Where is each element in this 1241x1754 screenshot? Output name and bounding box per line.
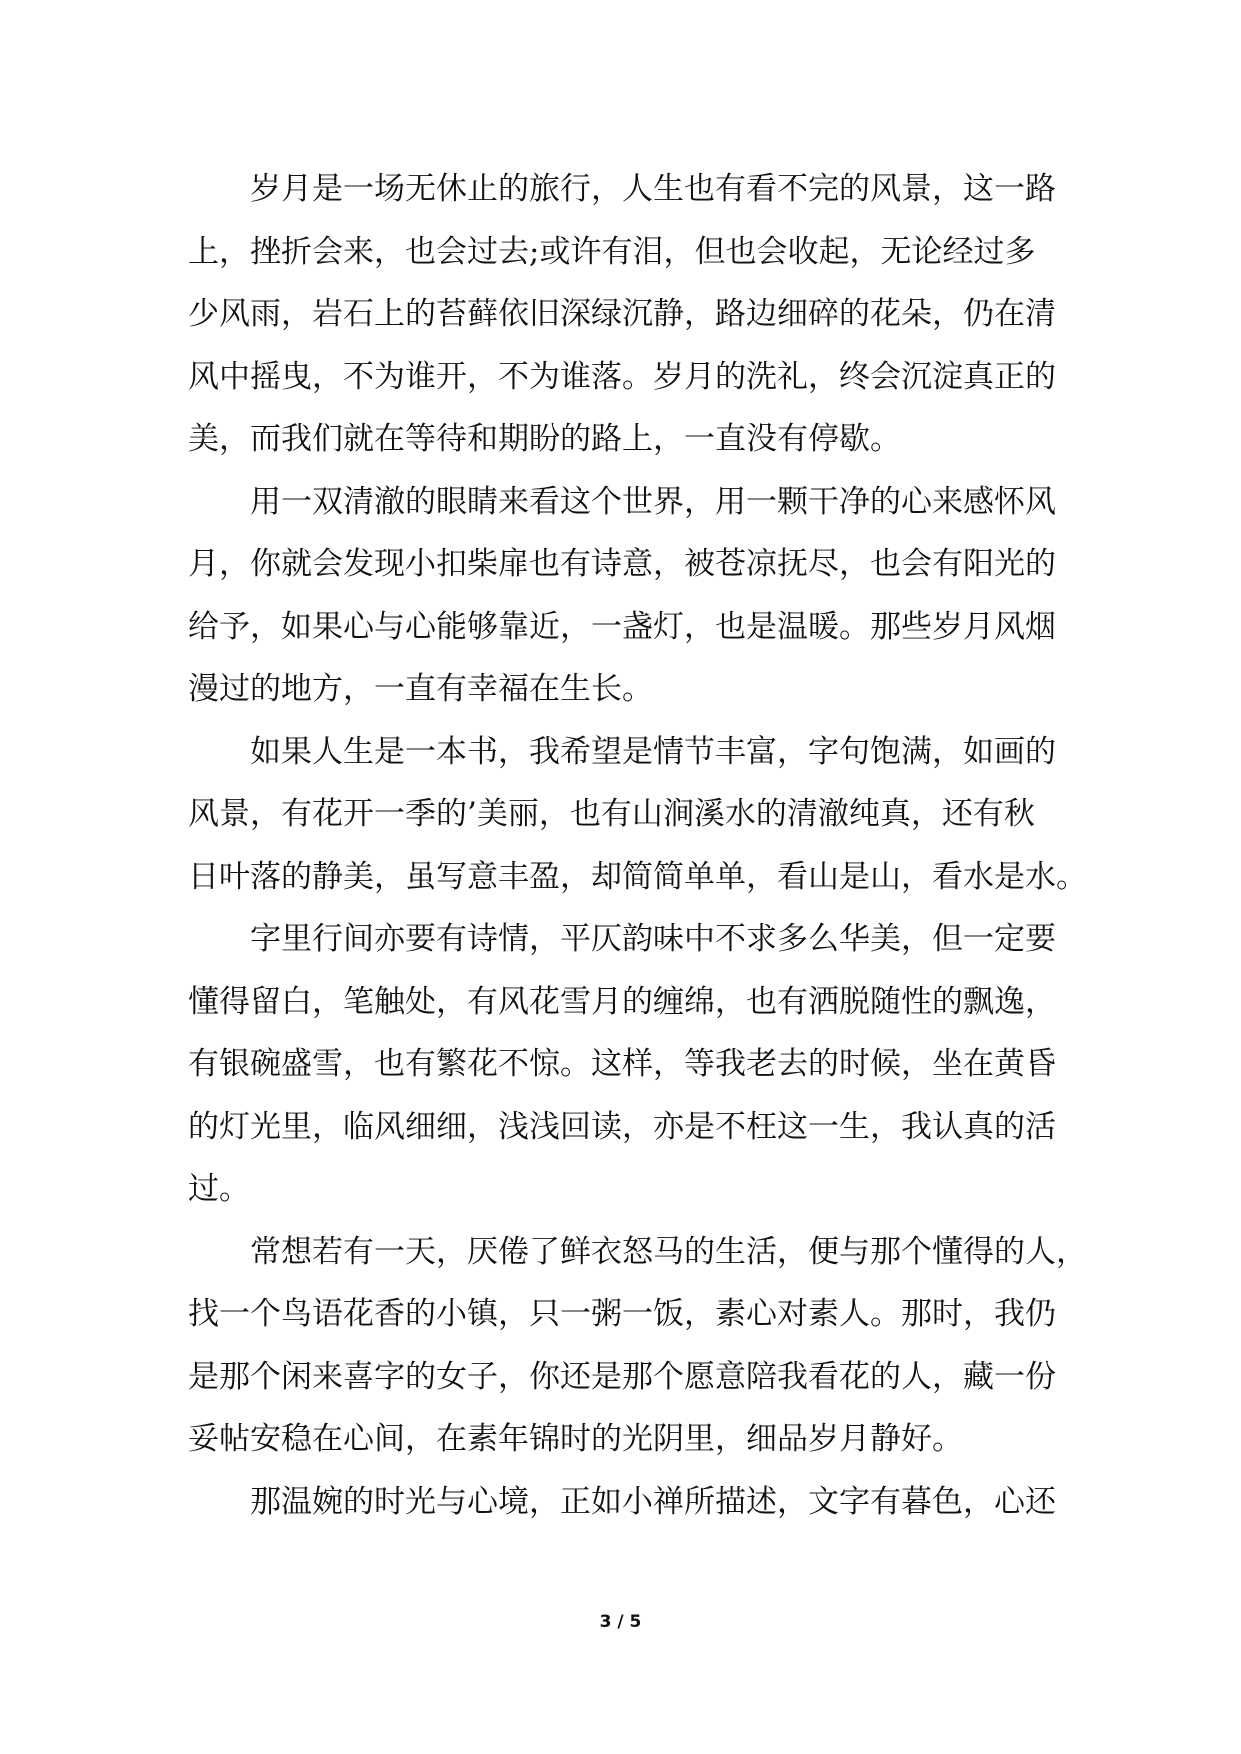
paragraph-line: 用一双清澈的眼睛来看这个世界，用一颗干净的心来感怀风 xyxy=(250,483,1056,520)
paragraph-line: 常想若有一天，厌倦了鲜衣怒马的生活，便与那个懂得的人， xyxy=(250,1233,1087,1270)
paragraph xyxy=(188,158,1058,471)
paragraph-line: 月，你就会发现小扣柴扉也有诗意，被苍凉抚尽，也会有阳光的 xyxy=(188,546,1056,582)
paragraph-line: 找一个鸟语花香的小镇，只一粥一饭，素心对素人。那时，我仍 xyxy=(188,1296,1056,1332)
paragraph-line: 过。 xyxy=(188,1171,250,1207)
paragraph-line: 美，而我们就在等待和期盼的路上，一直没有停歇。 xyxy=(188,421,901,457)
paragraph-line: 风景，有花开一季的’美丽，也有山涧溪水的清澈纯真，还有秋 xyxy=(188,796,1035,832)
paragraph-line: 如果人生是一本书，我希望是情节丰富，字句饱满，如画的 xyxy=(250,733,1056,770)
paragraph-line: 字里行间亦要有诗情，平仄韵味中不求多么华美，但一定要 xyxy=(250,921,1056,957)
paragraph xyxy=(188,908,1058,1221)
paragraph-line: 是那个闲来喜字的女子，你还是那个愿意陪我看花的人，藏一份 xyxy=(188,1358,1056,1395)
paragraph-line: 漫过的地方，一直有幸福在生长。 xyxy=(188,671,653,707)
paragraph-line: 那温婉的时光与心境，正如小禅所描述，文字有暮色，心还 xyxy=(250,1483,1056,1520)
document-body xyxy=(188,158,1087,1533)
paragraph-line: 有银碗盛雪，也有繁花不惊。这样，等我老去的时候，坐在黄昏 xyxy=(188,1046,1056,1082)
paragraph xyxy=(188,1471,1058,1534)
paragraph-line: 上，挫折会来，也会过去;或许有泪，但也会收起，无论经过多 xyxy=(188,233,1036,270)
paragraph-line: 风中摇曳，不为谁开，不为谁落。岁月的洗礼，终会沉淀真正的 xyxy=(188,358,1056,395)
paragraph-line: 岁月是一场无休止的旅行，人生也有看不完的风景，这一路 xyxy=(250,171,1056,207)
paragraph xyxy=(188,721,1087,909)
paragraph-line: 懂得留白，笔触处，有风花雪月的缠绵，也有洒脱随性的飘逸， xyxy=(188,983,1056,1020)
paragraph-line: 给予，如果心与心能够靠近，一盏灯，也是温暖。那些岁月风烟 xyxy=(188,608,1056,645)
paragraph-line: 日叶落的静美，虽写意丰盈，却简简单单，看山是山，看水是水。 xyxy=(188,858,1087,895)
paragraph xyxy=(188,471,1058,721)
paragraph-line: 少风雨，岩石上的苔藓依旧深绿沉静，路边细碎的花朵，仍在清 xyxy=(188,296,1056,332)
paragraph xyxy=(188,1221,1087,1471)
page-number: 3 / 5 xyxy=(599,1612,642,1632)
paragraph-line: 妥帖安稳在心间，在素年锦时的光阴里，细品岁月静好。 xyxy=(188,1421,963,1457)
paragraph-line: 的灯光里，临风细细，浅浅回读，亦是不枉这一生，我认真的活 xyxy=(188,1108,1056,1145)
